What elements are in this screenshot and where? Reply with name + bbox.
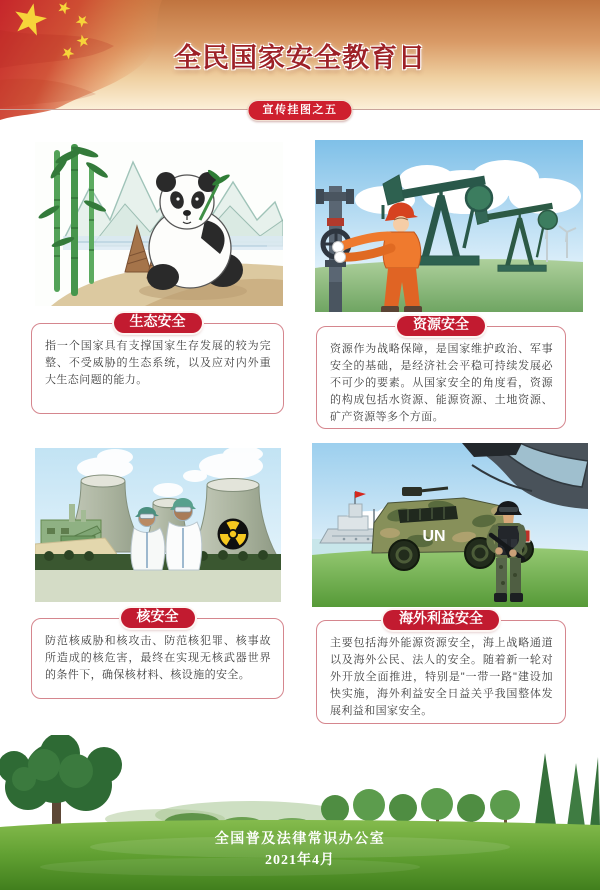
resource-title-badge: 资源安全	[397, 316, 485, 336]
nuclear-illustration	[35, 448, 281, 602]
nuclear-description: 防范核威胁和核攻击、防范核犯罪、核事故所造成的核危害，最终在实现无核武器世界的条件下，确保核材料、核设施的安全。	[45, 635, 271, 681]
header-banner	[0, 0, 600, 110]
oilfield-scene	[315, 140, 583, 312]
eco-textbox	[31, 315, 284, 414]
overseas-title-badge: 海外利益安全	[383, 610, 499, 630]
resource-description: 资源作为战略保障，是国家维护政治、军事安全的基础，是经济社会平稳可持续发展必不可少的要素。从国家安全的角度看，资源的构成包括水资源、能源资源、土地资源、矿产资源等多个方面。	[330, 343, 553, 423]
nuclear-plant-scene	[35, 448, 281, 602]
resource-textbox	[316, 318, 566, 429]
footer-organization: 全国普及法律常识办公室	[214, 832, 386, 847]
poster-title: 全民国家安全教育日	[174, 43, 426, 73]
panda-scene	[35, 142, 283, 306]
radiation-icon	[218, 519, 249, 550]
eco-title-badge: 生态安全	[114, 313, 202, 333]
overseas-textbox	[316, 612, 566, 724]
un-vehicle-label: UN	[422, 528, 446, 545]
eco-description: 指一个国家具有支撑国家生存发展的较为完整、不受威胁的生态系统，以及应对内外重大生态问题的能力。	[45, 340, 271, 386]
eco-illustration	[35, 142, 283, 306]
overseas-scene	[312, 443, 588, 607]
nuclear-title-badge: 核安全	[121, 608, 195, 628]
nuclear-textbox	[31, 610, 284, 699]
series-badge: 宣传挂图之五	[248, 100, 353, 121]
footer-date: 2021年4月	[265, 853, 335, 868]
overseas-illustration	[312, 443, 588, 607]
overseas-description: 主要包括海外能源资源安全，海上战略通道以及海外公民、法人的安全。随着新一轮对外开放全面推进，特别是"一带一路"建设加快实施，海外利益安全日益关乎我国整体发展利益和国家安全。	[330, 637, 553, 717]
resource-illustration	[315, 140, 583, 312]
